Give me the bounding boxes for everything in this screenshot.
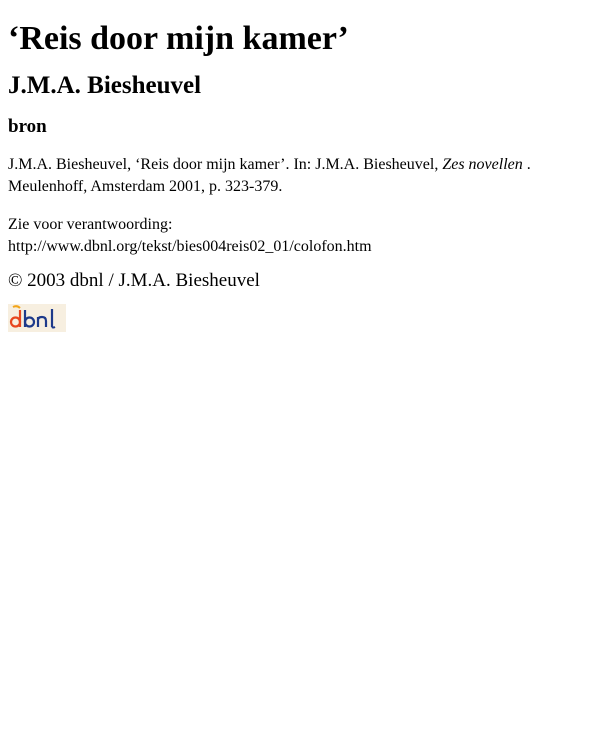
dbnl-logo-icon: [8, 304, 66, 332]
section-heading-bron: bron: [8, 116, 47, 137]
source-text-part2: . Meulenhoff, Amsterdam 2001, p. 323-379.: [8, 156, 531, 195]
source-citation: [8, 154, 568, 198]
dbnl-logo[interactable]: [8, 304, 66, 332]
colofon-link[interactable]: http://www.dbnl.org/tekst/bies004reis02_01/colofon.htm: [8, 238, 372, 255]
page-title: ‘Reis door mijn kamer’: [8, 20, 349, 57]
verantwoording-block: [8, 214, 582, 258]
copyright-notice: © 2003 dbnl / J.M.A. Biesheuvel: [8, 270, 260, 291]
author-name: J.M.A. Biesheuvel: [8, 72, 202, 99]
source-text-part1: J.M.A. Biesheuvel, ‘Reis door mijn kamer’. In: J.M.A. Biesheuvel,: [8, 156, 443, 173]
verantwoording-label: Zie voor verantwoording:: [8, 216, 173, 233]
book-title: Zes novellen: [442, 156, 523, 173]
